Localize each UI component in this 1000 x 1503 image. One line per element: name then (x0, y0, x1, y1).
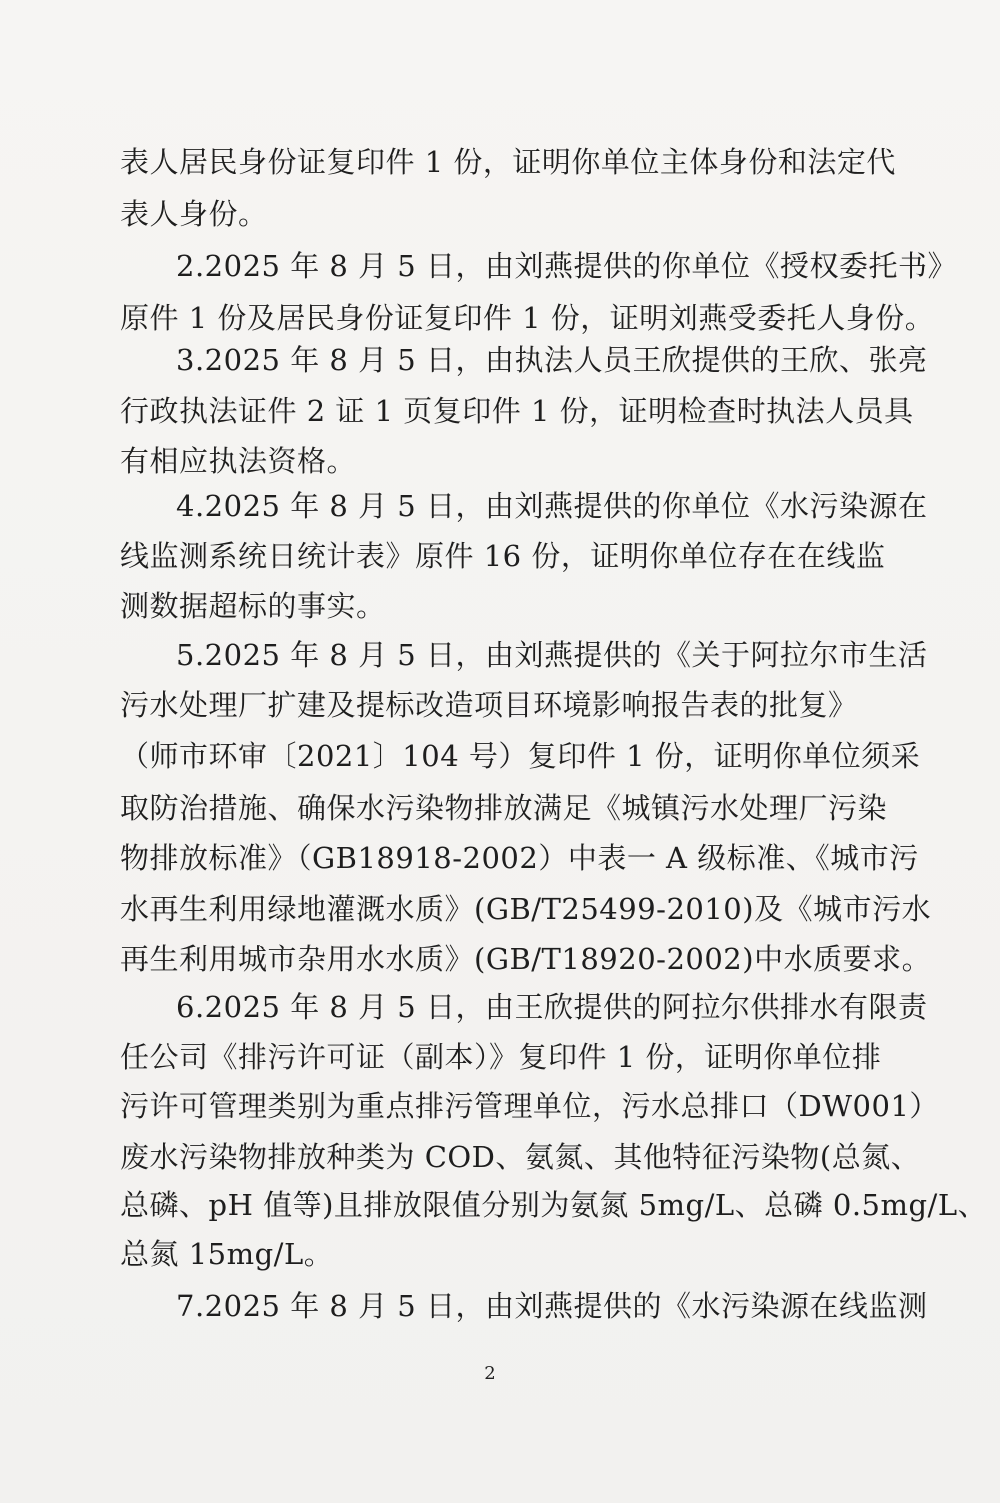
evidence-item-6-line: 6.2025 年 8 月 5 日，由王欣提供的阿拉尔供排水有限责 (176, 990, 928, 1024)
evidence-item-3-line: 3.2025 年 8 月 5 日，由执法人员王欣提供的王欣、张亮 (176, 343, 928, 377)
body-line: 任公司《排污许可证（副本）》复印件 1 份，证明你单位排 (120, 1040, 882, 1074)
body-line: 取防治措施、确保水污染物排放满足《城镇污水处理厂污染 (120, 791, 888, 825)
body-line: 测数据超标的事实。 (120, 589, 386, 623)
body-line: 污许可管理类别为重点排污管理单位，污水总排口（DW001） (120, 1089, 939, 1123)
body-line: 有相应执法资格。 (120, 444, 357, 478)
body-line: 废水污染物排放种类为 COD、氨氮、其他特征污染物(总氮、 (120, 1140, 921, 1174)
body-line: 总氮 15mg/L。 (120, 1237, 334, 1271)
body-line: 行政执法证件 2 证 1 页复印件 1 份，证明检查时执法人员具 (120, 394, 914, 428)
body-line: 总磷、pH 值等)且排放限值分别为氨氮 5mg/L、总磷 0.5mg/L、 (120, 1188, 988, 1222)
body-line: 表人居民身份证复印件 1 份，证明你单位主体身份和法定代 (120, 145, 896, 179)
evidence-item-7-line: 7.2025 年 8 月 5 日，由刘燕提供的《水污染源在线监测 (176, 1289, 928, 1323)
body-line: 原件 1 份及居民身份证复印件 1 份，证明刘燕受委托人身份。 (120, 301, 935, 335)
body-line: 水再生利用绿地灌溉水质》(GB/T25499-2010)及《城市污水 (120, 892, 932, 926)
body-line: 污水处理厂扩建及提标改造项目环境影响报告表的批复》 (120, 688, 858, 722)
evidence-item-2-line: 2.2025 年 8 月 5 日，由刘燕提供的你单位《授权委托书》 (176, 249, 957, 283)
body-line: 物排放标准》（GB18918-2002）中表一 A 级标准、《城市污 (120, 841, 919, 875)
body-line: 表人身份。 (120, 197, 268, 231)
page-number: 2 (484, 1363, 496, 1384)
body-line: （师市环审〔2021〕104 号）复印件 1 份，证明你单位须采 (120, 739, 921, 773)
body-line: 再生利用城市杂用水水质》(GB/T18920-2002)中水质要求。 (120, 942, 932, 976)
body-line: 线监测系统日统计表》原件 16 份，证明你单位存在在线监 (120, 539, 886, 573)
evidence-item-4-line: 4.2025 年 8 月 5 日，由刘燕提供的你单位《水污染源在 (176, 489, 928, 523)
evidence-item-5-line: 5.2025 年 8 月 5 日，由刘燕提供的《关于阿拉尔市生活 (176, 638, 928, 672)
